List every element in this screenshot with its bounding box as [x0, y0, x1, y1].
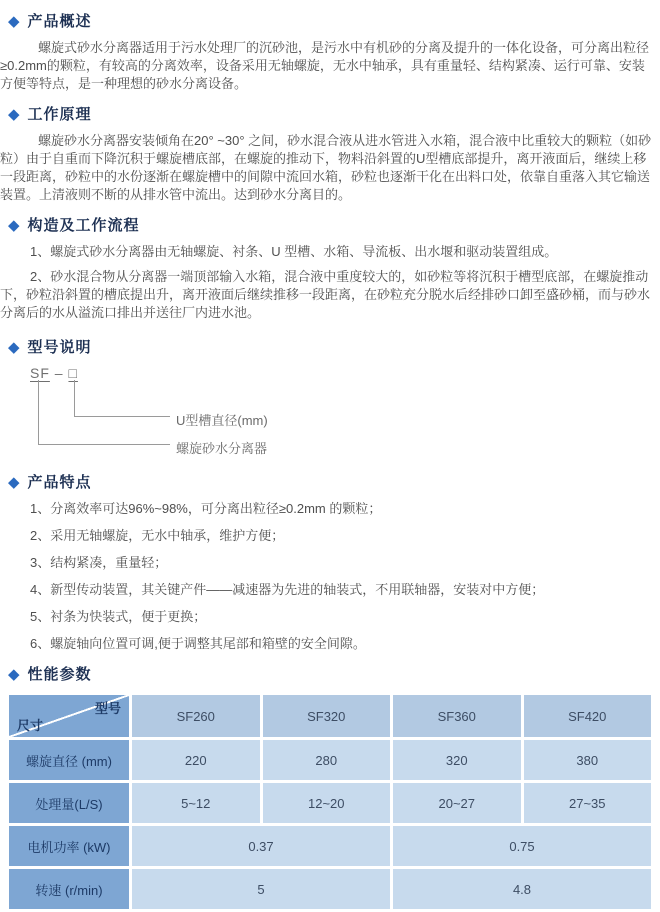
feature-item: 2、采用无轴螺旋，无水中轴承，维护方便； [30, 528, 285, 543]
row-label: 螺旋直径 (mm) [9, 740, 129, 780]
model-header: SF260 [132, 695, 260, 737]
overview-paragraph: 螺旋式砂水分离器适用于污水处理厂的沉砂池，是污水中有机砂的分离及提升的一体化设备，可分离出粒径≥0.2mm的颗粒，有较高的分离效率，设备采用无轴螺旋，无水中轴承，具有重量轻、结构紧凑、运行可靠、安装方便等特点，是一种理想的砂水分离设备。 [0, 40, 650, 91]
feature-item: 1、分离效率可达96%~98%，可分离出粒径≥0.2mm 的颗粒； [30, 501, 382, 516]
model-code-placeholder-box: □ [68, 365, 78, 381]
model-header: SF320 [263, 695, 391, 737]
model-header: SF420 [524, 695, 652, 737]
table-row-diameter [9, 740, 651, 780]
model-diagram [30, 365, 660, 457]
model-prefix-label: 螺旋砂水分离器 [176, 441, 268, 456]
structure-item: 2、砂水混合物从分离器一端顶部输入水箱，混合液中重度较大的，如砂粒等将沉积于槽型底部，在螺旋推动下，砂粒沿斜置的槽底提出升，离开液面后继续推移一段距离，在砂粒充分脱水后经排砂口卸至盛砂桶，而与砂水分离后的水从溢流口排出并送往厂内进水池。 [0, 269, 651, 320]
table-header-row [9, 695, 651, 737]
connector-line-sf [38, 380, 170, 445]
structure-item: 1、螺旋式砂水分离器由无轴螺旋、衬条、U 型槽、水箱、导流板、出水堰和驱动装置组成。 [30, 244, 558, 259]
section-heading-overview [0, 10, 660, 31]
principle-title: 工作原理 [27, 106, 92, 123]
diamond-bullet-icon: ◆ [8, 216, 21, 234]
table-cell: 280 [263, 740, 391, 780]
table-cell: 27~35 [524, 783, 652, 823]
corner-label-size: 尺寸 [17, 718, 44, 733]
table-cell-merged: 4.8 [393, 869, 651, 909]
table-cell: 12~20 [263, 783, 391, 823]
performance-table [6, 692, 654, 912]
model-title: 型号说明 [27, 339, 92, 356]
feature-item: 5、衬条为快装式，便于更换； [30, 609, 207, 624]
model-header: SF360 [393, 695, 521, 737]
row-label: 转速 (r/min) [9, 869, 129, 909]
structure-list [0, 243, 660, 322]
model-code-separator: – [54, 365, 64, 381]
table-row-capacity [9, 783, 651, 823]
section-heading-structure [0, 214, 660, 235]
performance-title: 性能参数 [27, 666, 92, 683]
diamond-bullet-icon: ◆ [8, 105, 21, 123]
row-label: 电机功率 (kW) [9, 826, 129, 866]
diamond-bullet-icon: ◆ [8, 473, 21, 491]
principle-paragraph: 螺旋砂水分离器安装倾角在20° ~30° 之间，砂水混合液从进水管进入水箱，混合液中比重较大的颗粒（如砂粒）由于自重而下降沉积于螺旋槽底部，在螺旋的推动下，物料沿斜置的U型槽底部提升，离开液面后，继续上移一段距离，砂粒中的水份逐渐在螺旋槽中的间隙中流回水箱，砂粒也逐渐干化在出料口处，依靠自重落入其它输送装置。上清液则不断的从排水管中流出。达到砂水分离目的。 [0, 133, 652, 202]
features-title: 产品特点 [27, 474, 92, 491]
table-cell: 220 [132, 740, 260, 780]
structure-title: 构造及工作流程 [27, 217, 140, 234]
diamond-bullet-icon: ◆ [8, 338, 21, 356]
diamond-bullet-icon: ◆ [8, 665, 21, 683]
section-heading-model [0, 336, 660, 357]
table-cell-merged: 0.75 [393, 826, 651, 866]
table-cell: 320 [393, 740, 521, 780]
table-row-rotation-speed [9, 869, 651, 909]
diamond-bullet-icon: ◆ [8, 12, 21, 30]
table-cell: 20~27 [393, 783, 521, 823]
table-row-motor-power [9, 826, 651, 866]
table-cell: 380 [524, 740, 652, 780]
table-cell: 5~12 [132, 783, 260, 823]
table-cell-merged: 0.37 [132, 826, 390, 866]
model-code [30, 365, 78, 381]
feature-item: 3、结构紧凑，重量轻； [30, 555, 168, 570]
table-cell-merged: 5 [132, 869, 390, 909]
feature-item: 6、螺旋轴向位置可调,便于调整其尾部和箱壁的安全间隙。 [30, 636, 366, 651]
model-box-label: U型槽直径(mm) [176, 413, 268, 428]
section-heading-features [0, 471, 660, 492]
table-corner-cell [9, 695, 129, 737]
row-label: 处理量(L/S) [9, 783, 129, 823]
feature-item: 4、新型传动装置，其关键产件——减速器为先进的轴装式，不用联轴器，安装对中方便； [30, 582, 545, 597]
model-code-prefix: SF [30, 365, 50, 381]
section-heading-principle [0, 103, 660, 124]
features-list [0, 500, 660, 653]
corner-label-model: 型号 [94, 701, 121, 716]
section-heading-performance [0, 663, 660, 684]
overview-title: 产品概述 [27, 13, 92, 30]
